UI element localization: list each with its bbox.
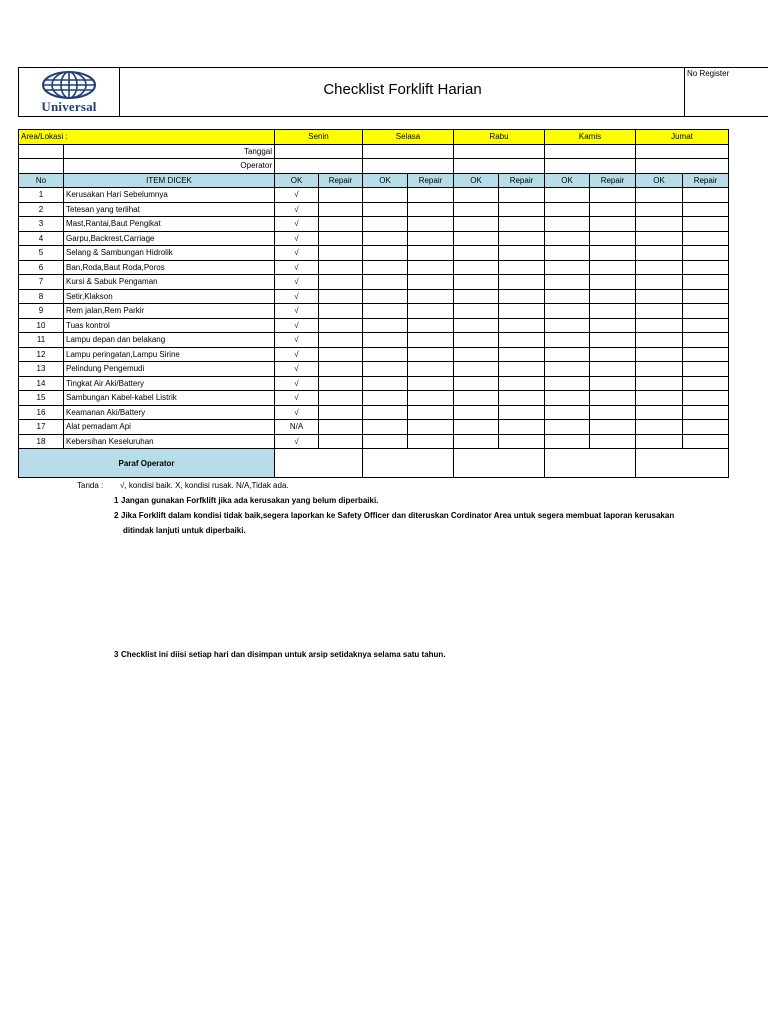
table-row	[19, 289, 729, 304]
checklist-table	[18, 129, 729, 478]
operator-rabu-cell[interactable]	[454, 159, 545, 174]
ok-cell-selasa[interactable]	[363, 420, 408, 435]
ok-cell-rabu[interactable]	[454, 231, 499, 246]
tanggal-row	[19, 144, 729, 159]
item-name: Lampu peringatan,Lampu Sirine	[64, 347, 275, 362]
tanggal-rabu-cell[interactable]	[454, 144, 545, 159]
item-name: Alat pemadam Api	[64, 420, 275, 435]
paraf-operator-label: Paraf Operator	[19, 449, 275, 478]
document-header	[18, 67, 768, 117]
item-number: 2	[19, 202, 64, 217]
ok-cell-kamis[interactable]	[545, 260, 590, 275]
table-row	[19, 188, 729, 203]
repair-cell-jumat[interactable]	[683, 275, 729, 290]
repair-cell-senin[interactable]	[319, 420, 363, 435]
repair-cell-selasa[interactable]	[408, 362, 454, 377]
company-logo	[18, 68, 120, 116]
ok-cell-kamis[interactable]	[545, 188, 590, 203]
ok-cell-rabu[interactable]	[454, 405, 499, 420]
ok-cell-selasa[interactable]	[363, 231, 408, 246]
repair-cell-jumat[interactable]	[683, 391, 729, 406]
ok-cell-kamis[interactable]	[545, 275, 590, 290]
repair-cell-selasa[interactable]	[408, 231, 454, 246]
register-label: No Register	[687, 69, 730, 78]
note-2-continuation: ditindak lanjuti untuk diperbaiki.	[123, 526, 246, 535]
ok-cell-kamis[interactable]	[545, 202, 590, 217]
repair-cell-rabu[interactable]	[499, 391, 545, 406]
col-item-header: ITEM DICEK	[64, 173, 275, 188]
ok-cell-jumat[interactable]	[636, 362, 683, 377]
table-row	[19, 362, 729, 377]
ok-cell-senin[interactable]: √	[275, 289, 319, 304]
repair-cell-rabu[interactable]	[499, 188, 545, 203]
repair-cell-jumat[interactable]	[683, 217, 729, 232]
ok-cell-rabu[interactable]	[454, 347, 499, 362]
ok-cell-rabu[interactable]	[454, 391, 499, 406]
repair-cell-selasa[interactable]	[408, 376, 454, 391]
ok-cell-selasa[interactable]	[363, 391, 408, 406]
ok-cell-senin[interactable]: √	[275, 231, 319, 246]
ok-cell-jumat[interactable]	[636, 289, 683, 304]
item-number: 16	[19, 405, 64, 420]
item-number: 14	[19, 376, 64, 391]
operator-senin-cell[interactable]	[275, 159, 363, 174]
repair-cell-rabu[interactable]	[499, 362, 545, 377]
repair-cell-rabu[interactable]	[499, 347, 545, 362]
ok-cell-rabu[interactable]	[454, 376, 499, 391]
repair-cell-rabu[interactable]	[499, 246, 545, 261]
area-row	[19, 130, 729, 145]
repair-cell-selasa[interactable]	[408, 246, 454, 261]
table-row	[19, 304, 729, 319]
repair-cell-kamis[interactable]	[590, 231, 636, 246]
repair-cell-senin[interactable]	[319, 434, 363, 449]
repair-cell-senin[interactable]	[319, 405, 363, 420]
operator-row	[19, 159, 729, 174]
ok-cell-jumat[interactable]	[636, 231, 683, 246]
item-number: 6	[19, 260, 64, 275]
ok-cell-senin[interactable]: N/A	[275, 420, 319, 435]
operator-label: Operator	[64, 159, 275, 174]
paraf-kamis-cell[interactable]	[545, 449, 636, 478]
item-number: 17	[19, 420, 64, 435]
note-1-text: Jangan gunakan Forfklift jika ada kerusakan yang belum diperbaiki.	[121, 496, 379, 505]
ok-cell-jumat[interactable]	[636, 246, 683, 261]
repair-cell-rabu[interactable]	[499, 376, 545, 391]
item-number: 12	[19, 347, 64, 362]
ok-cell-rabu[interactable]	[454, 217, 499, 232]
ok-cell-kamis[interactable]	[545, 217, 590, 232]
repair-cell-senin[interactable]	[319, 289, 363, 304]
ok-cell-kamis[interactable]	[545, 333, 590, 348]
repair-cell-kamis[interactable]	[590, 188, 636, 203]
ok-cell-senin[interactable]: √	[275, 318, 319, 333]
repair-cell-selasa[interactable]	[408, 333, 454, 348]
repair-cell-jumat[interactable]	[683, 434, 729, 449]
repair-cell-selasa[interactable]	[408, 405, 454, 420]
repair-cell-kamis[interactable]	[590, 434, 636, 449]
ok-cell-selasa[interactable]	[363, 333, 408, 348]
repair-cell-senin[interactable]	[319, 231, 363, 246]
table-row	[19, 318, 729, 333]
repair-cell-rabu[interactable]	[499, 420, 545, 435]
repair-cell-rabu[interactable]	[499, 304, 545, 319]
tanda-label: Tanda :	[77, 481, 104, 490]
ok-cell-senin[interactable]: √	[275, 362, 319, 377]
repair-cell-kamis[interactable]	[590, 362, 636, 377]
ok-cell-jumat[interactable]	[636, 188, 683, 203]
table-row	[19, 202, 729, 217]
item-number: 18	[19, 434, 64, 449]
ok-cell-senin[interactable]: √	[275, 188, 319, 203]
ok-cell-selasa[interactable]	[363, 376, 408, 391]
repair-cell-rabu[interactable]	[499, 434, 545, 449]
day-selasa: Selasa	[363, 130, 454, 145]
repair-cell-senin[interactable]	[319, 304, 363, 319]
repair-cell-kamis[interactable]	[590, 347, 636, 362]
ok-cell-selasa[interactable]	[363, 362, 408, 377]
globe-logo-icon	[41, 70, 97, 100]
col-ok-header: OK	[636, 173, 683, 188]
table-row	[19, 420, 729, 435]
ok-cell-selasa[interactable]	[363, 275, 408, 290]
item-name: Ban,Roda,Baut Roda,Poros	[64, 260, 275, 275]
day-kamis: Kamis	[545, 130, 636, 145]
ok-cell-jumat[interactable]	[636, 420, 683, 435]
ok-cell-rabu[interactable]	[454, 202, 499, 217]
ok-cell-rabu[interactable]	[454, 289, 499, 304]
item-name: Kebersihan Keseluruhan	[64, 434, 275, 449]
repair-cell-selasa[interactable]	[408, 434, 454, 449]
paraf-jumat-cell[interactable]	[636, 449, 729, 478]
repair-cell-kamis[interactable]	[590, 275, 636, 290]
ok-cell-selasa[interactable]	[363, 347, 408, 362]
ok-cell-selasa[interactable]	[363, 304, 408, 319]
ok-cell-jumat[interactable]	[636, 333, 683, 348]
col-repair-header: Repair	[319, 173, 363, 188]
ok-cell-jumat[interactable]	[636, 318, 683, 333]
logo-wordmark: Universal	[41, 99, 97, 114]
ok-cell-jumat[interactable]	[636, 391, 683, 406]
paraf-senin-cell[interactable]	[275, 449, 363, 478]
tanggal-jumat-cell[interactable]	[636, 144, 729, 159]
ok-cell-senin[interactable]: √	[275, 304, 319, 319]
ok-cell-rabu[interactable]	[454, 362, 499, 377]
repair-cell-jumat[interactable]	[683, 347, 729, 362]
tanggal-kamis-cell[interactable]	[545, 144, 636, 159]
repair-cell-selasa[interactable]	[408, 420, 454, 435]
ok-cell-selasa[interactable]	[363, 188, 408, 203]
ok-cell-jumat[interactable]	[636, 275, 683, 290]
ok-cell-kamis[interactable]	[545, 434, 590, 449]
repair-cell-kamis[interactable]	[590, 289, 636, 304]
repair-cell-selasa[interactable]	[408, 347, 454, 362]
repair-cell-rabu[interactable]	[499, 217, 545, 232]
repair-cell-selasa[interactable]	[408, 318, 454, 333]
ok-cell-selasa[interactable]	[363, 405, 408, 420]
ok-cell-senin[interactable]: √	[275, 217, 319, 232]
repair-cell-jumat[interactable]	[683, 304, 729, 319]
repair-cell-jumat[interactable]	[683, 318, 729, 333]
col-repair-header: Repair	[499, 173, 545, 188]
ok-cell-rabu[interactable]	[454, 304, 499, 319]
ok-cell-kamis[interactable]	[545, 246, 590, 261]
table-row	[19, 231, 729, 246]
ok-cell-senin[interactable]: √	[275, 333, 319, 348]
repair-cell-jumat[interactable]	[683, 231, 729, 246]
item-name: Lampu depan dan belakang	[64, 333, 275, 348]
col-repair-header: Repair	[683, 173, 729, 188]
repair-cell-senin[interactable]	[319, 202, 363, 217]
ok-cell-rabu[interactable]	[454, 333, 499, 348]
ok-cell-rabu[interactable]	[454, 318, 499, 333]
area-label: Area/Lokasi :	[19, 130, 275, 145]
repair-cell-senin[interactable]	[319, 347, 363, 362]
repair-cell-rabu[interactable]	[499, 260, 545, 275]
item-number: 7	[19, 275, 64, 290]
table-row	[19, 405, 729, 420]
col-no-header: No	[19, 173, 64, 188]
ok-cell-jumat[interactable]	[636, 405, 683, 420]
col-repair-header: Repair	[408, 173, 454, 188]
repair-cell-selasa[interactable]	[408, 391, 454, 406]
repair-cell-rabu[interactable]	[499, 318, 545, 333]
item-name: Tingkat Air Aki/Battery	[64, 376, 275, 391]
ok-cell-jumat[interactable]	[636, 376, 683, 391]
ok-cell-selasa[interactable]	[363, 260, 408, 275]
repair-cell-kamis[interactable]	[590, 304, 636, 319]
ok-cell-kamis[interactable]	[545, 304, 590, 319]
ok-cell-selasa[interactable]	[363, 217, 408, 232]
repair-cell-senin[interactable]	[319, 217, 363, 232]
repair-cell-selasa[interactable]	[408, 275, 454, 290]
item-name: Sambungan Kabel-kabel Listrik	[64, 391, 275, 406]
repair-cell-senin[interactable]	[319, 333, 363, 348]
tanggal-senin-cell[interactable]	[275, 144, 363, 159]
item-name: Keamanan Aki/Battery	[64, 405, 275, 420]
repair-cell-jumat[interactable]	[683, 246, 729, 261]
day-jumat: Jumat	[636, 130, 729, 145]
note-2-number: 2	[114, 511, 119, 520]
ok-cell-rabu[interactable]	[454, 188, 499, 203]
repair-cell-kamis[interactable]	[590, 391, 636, 406]
item-number: 15	[19, 391, 64, 406]
repair-cell-selasa[interactable]	[408, 289, 454, 304]
repair-cell-senin[interactable]	[319, 188, 363, 203]
repair-cell-jumat[interactable]	[683, 362, 729, 377]
ok-cell-kamis[interactable]	[545, 405, 590, 420]
note-3-number: 3	[114, 650, 119, 659]
ok-cell-rabu[interactable]	[454, 246, 499, 261]
paraf-row	[19, 449, 729, 478]
table-row	[19, 246, 729, 261]
item-name: Tetesan yang terlihat	[64, 202, 275, 217]
table-row	[19, 347, 729, 362]
ok-cell-senin[interactable]: √	[275, 275, 319, 290]
repair-cell-kamis[interactable]	[590, 405, 636, 420]
tanggal-selasa-cell[interactable]	[363, 144, 454, 159]
ok-cell-kamis[interactable]	[545, 347, 590, 362]
operator-jumat-cell[interactable]	[636, 159, 729, 174]
table-row	[19, 376, 729, 391]
document-title: Checklist Forklift Harian	[323, 81, 482, 98]
ok-cell-jumat[interactable]	[636, 434, 683, 449]
table-row	[19, 260, 729, 275]
repair-cell-senin[interactable]	[319, 362, 363, 377]
repair-cell-kamis[interactable]	[590, 202, 636, 217]
ok-cell-kamis[interactable]	[545, 289, 590, 304]
repair-cell-rabu[interactable]	[499, 333, 545, 348]
ok-cell-rabu[interactable]	[454, 260, 499, 275]
column-header-row	[19, 173, 729, 188]
note-2-text: Jika Forklift dalam kondisi tidak baik,segera laporkan ke Safety Officer dan diteruskan Cordinator Area untuk segera membuat laporan kerusakan	[121, 511, 675, 520]
item-name: Kerusakan Hari Sebelumnya	[64, 188, 275, 203]
note-3-text: Checklist ini diisi setiap hari dan disimpan untuk arsip setidaknya selama satu tahun.	[121, 650, 446, 659]
item-name: Selang & Sambungan Hidrolik	[64, 246, 275, 261]
ok-cell-senin[interactable]: √	[275, 405, 319, 420]
ok-cell-selasa[interactable]	[363, 434, 408, 449]
ok-cell-selasa[interactable]	[363, 246, 408, 261]
tanggal-label: Tanggal	[64, 144, 275, 159]
repair-cell-kamis[interactable]	[590, 217, 636, 232]
tanda-text: √, kondisi baik. X, kondisi rusak. N/A,Tidak ada.	[120, 481, 289, 490]
item-number: 8	[19, 289, 64, 304]
repair-cell-kamis[interactable]	[590, 376, 636, 391]
paraf-selasa-cell[interactable]	[363, 449, 454, 478]
ok-cell-selasa[interactable]	[363, 202, 408, 217]
repair-cell-rabu[interactable]	[499, 231, 545, 246]
note-1-number: 1	[114, 496, 119, 505]
ok-cell-senin[interactable]: √	[275, 202, 319, 217]
repair-cell-senin[interactable]	[319, 318, 363, 333]
repair-cell-selasa[interactable]	[408, 188, 454, 203]
repair-cell-kamis[interactable]	[590, 260, 636, 275]
table-row	[19, 391, 729, 406]
repair-cell-senin[interactable]	[319, 246, 363, 261]
repair-cell-selasa[interactable]	[408, 217, 454, 232]
ok-cell-senin[interactable]: √	[275, 347, 319, 362]
col-ok-header: OK	[275, 173, 319, 188]
repair-cell-selasa[interactable]	[408, 202, 454, 217]
table-row	[19, 275, 729, 290]
repair-cell-kamis[interactable]	[590, 333, 636, 348]
repair-cell-jumat[interactable]	[683, 202, 729, 217]
ok-cell-jumat[interactable]	[636, 217, 683, 232]
repair-cell-selasa[interactable]	[408, 304, 454, 319]
repair-cell-rabu[interactable]	[499, 275, 545, 290]
repair-cell-jumat[interactable]	[683, 420, 729, 435]
ok-cell-rabu[interactable]	[454, 275, 499, 290]
ok-cell-selasa[interactable]	[363, 318, 408, 333]
ok-cell-kamis[interactable]	[545, 231, 590, 246]
col-ok-header: OK	[363, 173, 408, 188]
repair-cell-jumat[interactable]	[683, 260, 729, 275]
item-number: 1	[19, 188, 64, 203]
col-ok-header: OK	[454, 173, 499, 188]
repair-cell-kamis[interactable]	[590, 318, 636, 333]
repair-cell-senin[interactable]	[319, 391, 363, 406]
repair-cell-senin[interactable]	[319, 275, 363, 290]
repair-cell-jumat[interactable]	[683, 405, 729, 420]
register-box[interactable]	[684, 68, 768, 116]
item-name: Tuas kontrol	[64, 318, 275, 333]
ok-cell-jumat[interactable]	[636, 304, 683, 319]
table-row	[19, 333, 729, 348]
item-number: 3	[19, 217, 64, 232]
repair-cell-kamis[interactable]	[590, 246, 636, 261]
day-rabu: Rabu	[454, 130, 545, 145]
ok-cell-rabu[interactable]	[454, 420, 499, 435]
repair-cell-rabu[interactable]	[499, 202, 545, 217]
table-row	[19, 434, 729, 449]
repair-cell-jumat[interactable]	[683, 289, 729, 304]
item-name: Rem jalan,Rem Parkir	[64, 304, 275, 319]
operator-selasa-cell[interactable]	[363, 159, 454, 174]
item-number: 11	[19, 333, 64, 348]
ok-cell-jumat[interactable]	[636, 347, 683, 362]
item-name: Kursi & Sabuk Pengaman	[64, 275, 275, 290]
paraf-rabu-cell[interactable]	[454, 449, 545, 478]
item-name: Pelindung Pengemudi	[64, 362, 275, 377]
operator-kamis-cell[interactable]	[545, 159, 636, 174]
repair-cell-rabu[interactable]	[499, 289, 545, 304]
ok-cell-senin[interactable]: √	[275, 376, 319, 391]
item-number: 13	[19, 362, 64, 377]
item-number: 5	[19, 246, 64, 261]
empty-cell	[19, 159, 64, 174]
repair-cell-jumat[interactable]	[683, 333, 729, 348]
table-row	[19, 217, 729, 232]
item-name: Garpu,Backrest,Carriage	[64, 231, 275, 246]
item-name: Mast,Rantai,Baut Pengikat	[64, 217, 275, 232]
ok-cell-jumat[interactable]	[636, 202, 683, 217]
day-senin: Senin	[275, 130, 363, 145]
ok-cell-kamis[interactable]	[545, 420, 590, 435]
ok-cell-senin[interactable]: √	[275, 434, 319, 449]
ok-cell-kamis[interactable]	[545, 391, 590, 406]
ok-cell-senin[interactable]: √	[275, 246, 319, 261]
ok-cell-senin[interactable]: √	[275, 391, 319, 406]
item-number: 9	[19, 304, 64, 319]
repair-cell-senin[interactable]	[319, 260, 363, 275]
item-number: 4	[19, 231, 64, 246]
repair-cell-senin[interactable]	[319, 376, 363, 391]
col-ok-header: OK	[545, 173, 590, 188]
repair-cell-selasa[interactable]	[408, 260, 454, 275]
item-name: Setir,Klakson	[64, 289, 275, 304]
repair-cell-rabu[interactable]	[499, 405, 545, 420]
repair-cell-kamis[interactable]	[590, 420, 636, 435]
ok-cell-jumat[interactable]	[636, 260, 683, 275]
empty-cell	[19, 144, 64, 159]
ok-cell-selasa[interactable]	[363, 289, 408, 304]
ok-cell-rabu[interactable]	[454, 434, 499, 449]
col-repair-header: Repair	[590, 173, 636, 188]
repair-cell-jumat[interactable]	[683, 188, 729, 203]
ok-cell-kamis[interactable]	[545, 362, 590, 377]
ok-cell-kamis[interactable]	[545, 376, 590, 391]
repair-cell-jumat[interactable]	[683, 376, 729, 391]
ok-cell-senin[interactable]: √	[275, 260, 319, 275]
item-number: 10	[19, 318, 64, 333]
ok-cell-kamis[interactable]	[545, 318, 590, 333]
